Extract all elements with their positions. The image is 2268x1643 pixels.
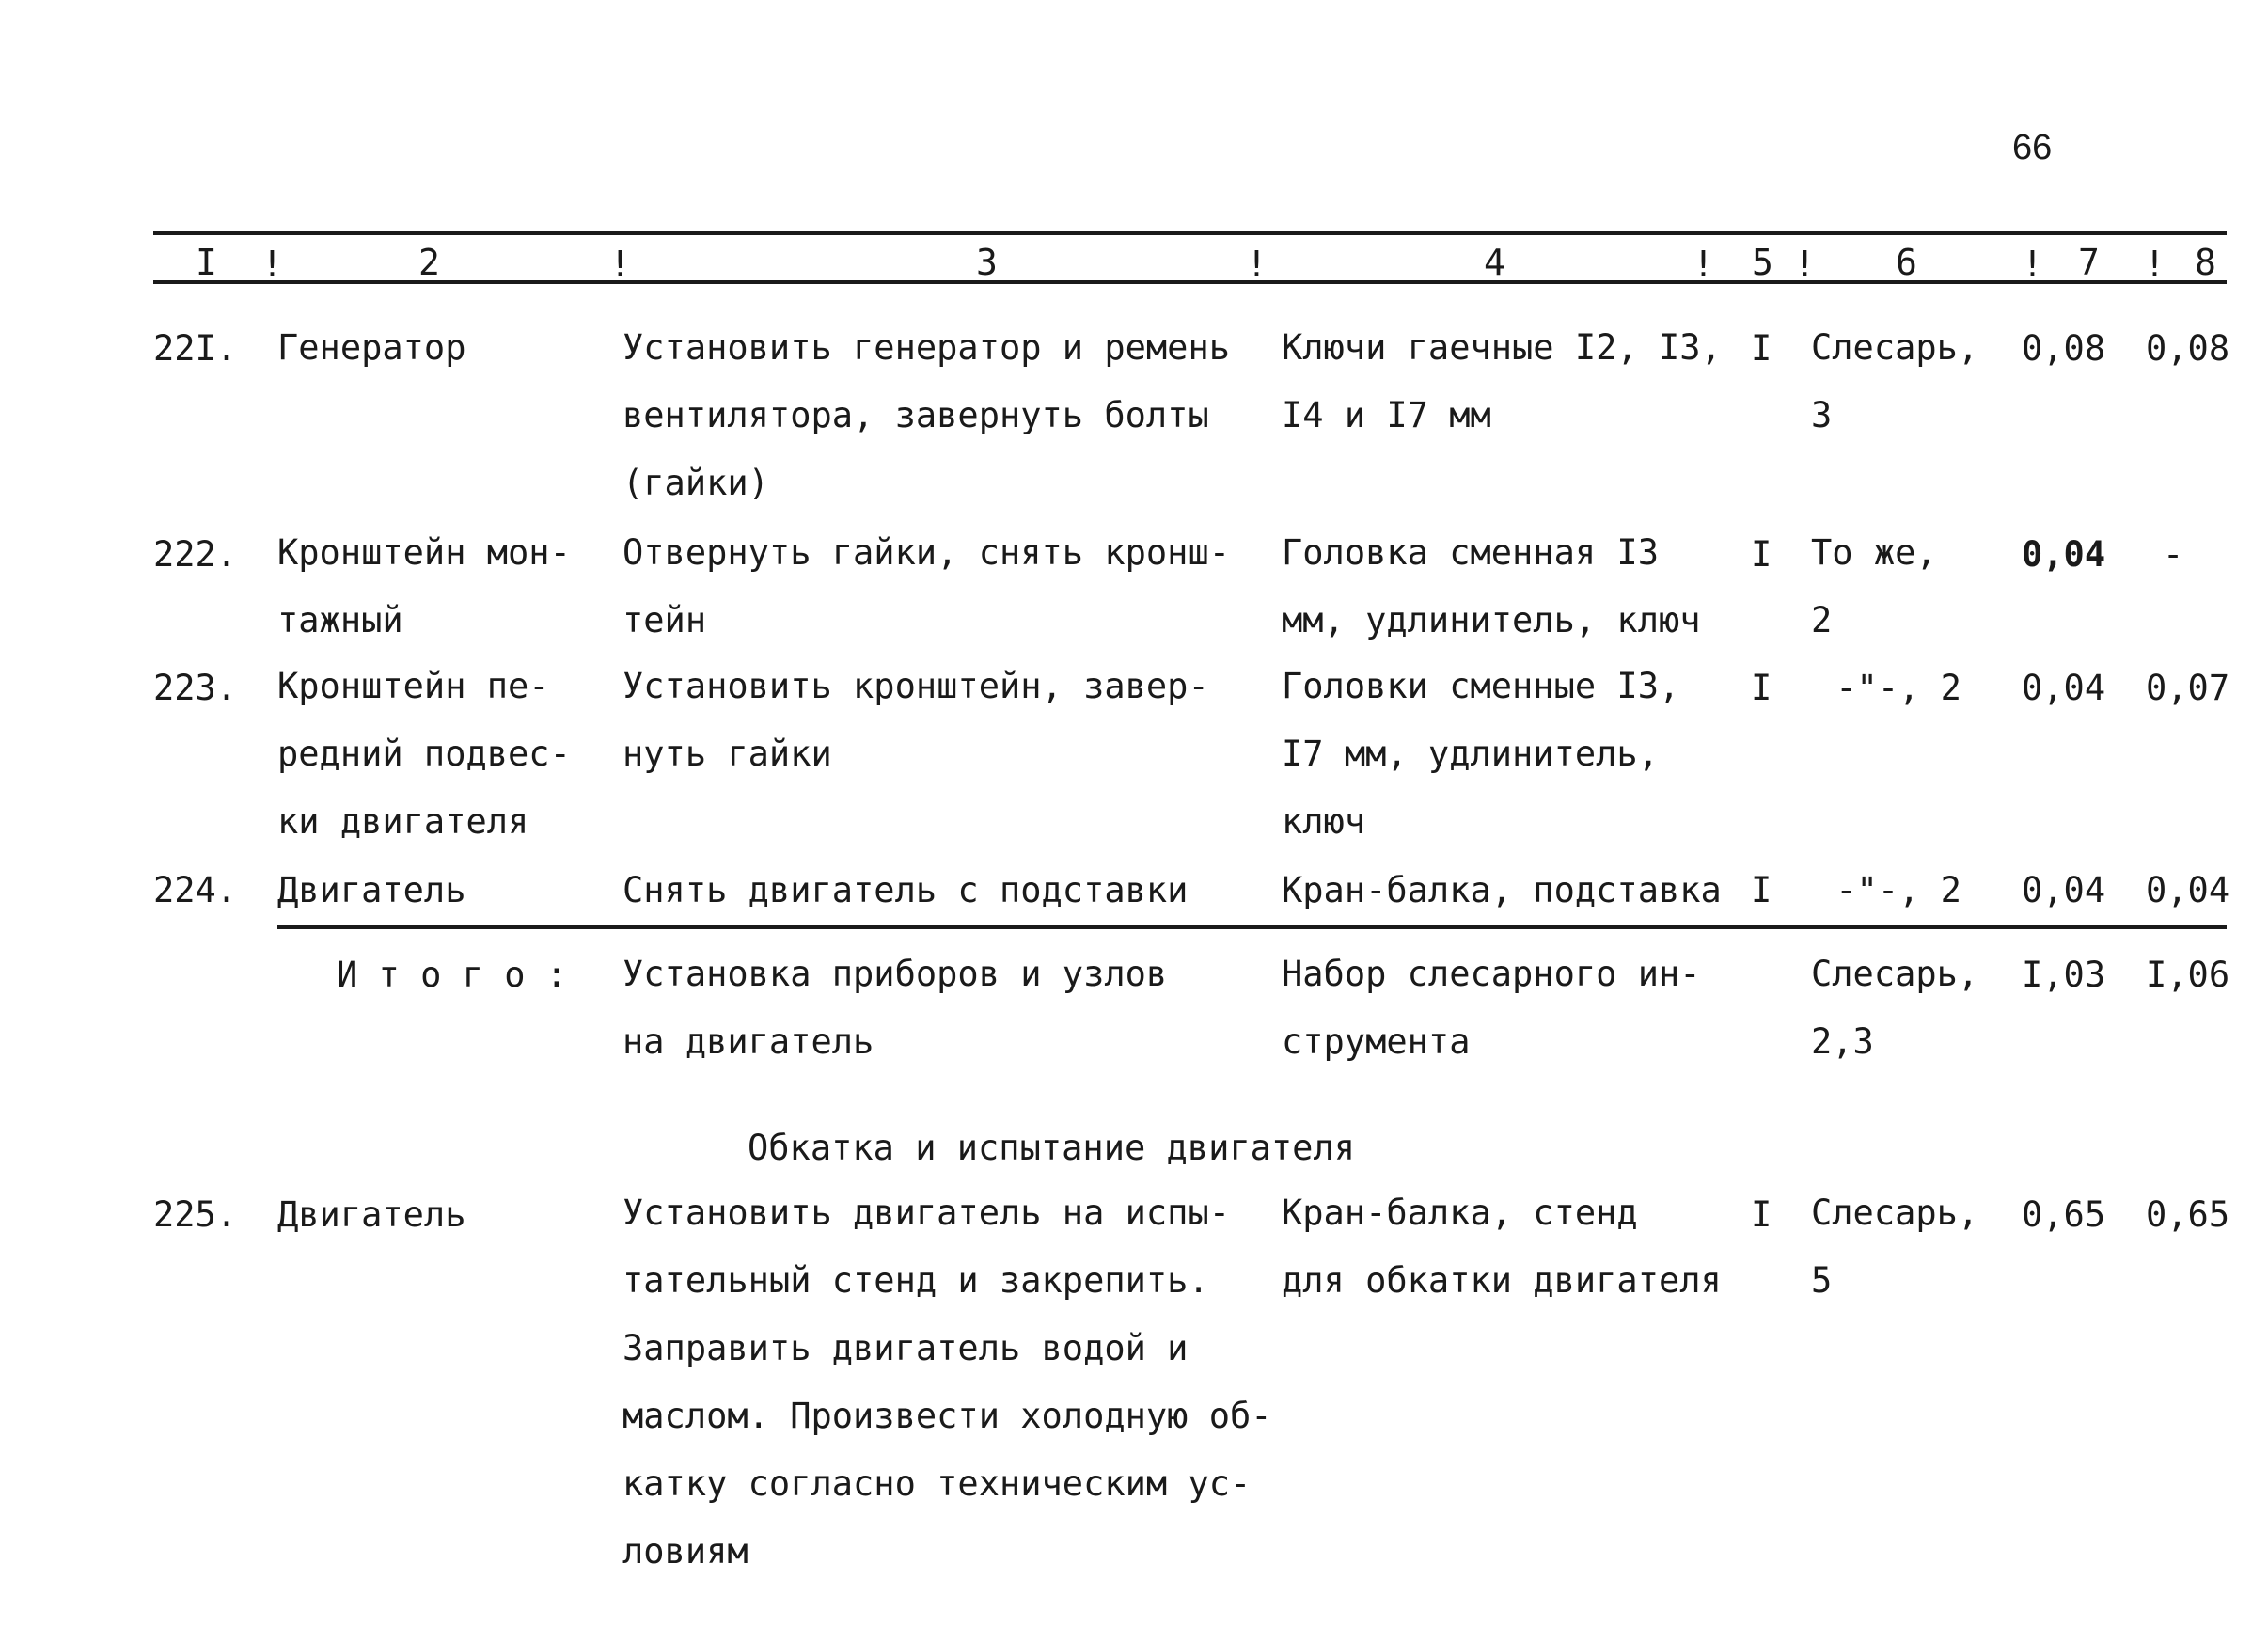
time-norm-7: 0,04 <box>2022 534 2106 575</box>
tools-text: Головка сменная I3 мм, удлинитель, ключ <box>1282 532 1701 640</box>
time-norm-8: 0,04 <box>2146 870 2230 910</box>
quantity: I <box>1751 870 1772 910</box>
time-norm-7: 0,08 <box>2022 328 2106 369</box>
column-separator: ! <box>609 244 631 285</box>
row-number: 223. <box>153 668 238 708</box>
detail-name: Кронштейн пе- редний подвес- ки двигателя <box>277 666 571 842</box>
column-header-1: I <box>196 242 217 283</box>
column-header-4: 4 <box>1484 242 1505 283</box>
column-separator: ! <box>1693 244 1714 285</box>
quantity: I <box>1751 328 1772 369</box>
time-norm-7: I,03 <box>2022 955 2106 995</box>
row-number: 225. <box>153 1194 238 1235</box>
time-norm-7: 0,04 <box>2022 668 2106 708</box>
row-number: 22I. <box>153 328 238 369</box>
operation-text: Установить двигатель на испы- тательный стенд и закрепить. Заправить двигатель водой и маслом. Произвести холодную об- катку согласно техническим ус- ловиям <box>622 1193 1272 1572</box>
time-norm-7: 0,04 <box>2022 870 2106 910</box>
tools-text: Ключи гаечные I2, I3, I4 и I7 мм <box>1282 327 1722 435</box>
time-norm-8: 0,07 <box>2146 668 2230 708</box>
column-header-2: 2 <box>418 242 440 283</box>
time-norm-8: 0,08 <box>2146 328 2230 369</box>
operation-text: Установить генератор и ремень вентилятора, завернуть болты (гайки) <box>622 327 1231 503</box>
row-number: 224. <box>153 870 238 910</box>
detail-name: Кронштейн мон- тажный <box>277 532 571 640</box>
tools-text: Кран-балка, подставка <box>1282 870 1722 910</box>
tools-text: Головки сменные I3, I7 мм, удлинитель, ключ <box>1282 666 1680 842</box>
total-rule <box>277 925 2227 929</box>
detail-name: Двигатель <box>277 870 466 910</box>
column-header-5: 5 <box>1752 242 1773 283</box>
row-number: 222. <box>153 534 238 575</box>
column-header-6: 6 <box>1896 242 1917 283</box>
column-header-8: 8 <box>2195 242 2216 283</box>
time-norm-8: 0,65 <box>2146 1194 2230 1235</box>
column-separator: ! <box>261 244 283 285</box>
column-header-3: 3 <box>976 242 998 283</box>
detail-name: Двигатель <box>277 1194 466 1235</box>
tools-text: Набор слесарного ин- струмента <box>1282 954 1701 1062</box>
section-title: Обкатка и испытание двигателя <box>748 1128 1356 1168</box>
column-separator: ! <box>2022 244 2043 285</box>
column-separator: ! <box>1246 244 1268 285</box>
quantity: I <box>1751 534 1772 575</box>
column-separator: ! <box>1794 244 1816 285</box>
operation-text: Установка приборов и узлов на двигатель <box>622 954 1168 1062</box>
operation-text: Отвернуть гайки, снять кронш- тейн <box>622 532 1231 640</box>
operation-text: Снять двигатель с подставки <box>622 870 1189 910</box>
time-norm-8: I,06 <box>2146 955 2230 995</box>
quantity: I <box>1751 668 1772 708</box>
worker-grade: Слесарь, 2,3 <box>1811 954 1979 1062</box>
total-label: И т о г о : <box>337 955 568 995</box>
detail-name: Генератор <box>277 327 466 368</box>
time-norm-7: 0,65 <box>2022 1194 2106 1235</box>
worker-grade: То же, 2 <box>1811 532 1937 640</box>
tools-text: Кран-балка, стенд для обкатки двигателя <box>1282 1193 1722 1301</box>
quantity: I <box>1751 1194 1772 1235</box>
worker-grade: -"-, 2 <box>1815 870 1961 910</box>
worker-grade: Слесарь, 5 <box>1811 1193 1979 1301</box>
time-norm-8: - <box>2163 534 2184 575</box>
worker-grade: -"-, 2 <box>1815 668 1961 708</box>
header-top-rule <box>153 231 2227 235</box>
operation-text: Установить кронштейн, завер- нуть гайки <box>622 666 1209 774</box>
column-header-7: 7 <box>2078 242 2100 283</box>
worker-grade: Слесарь, 3 <box>1811 327 1979 435</box>
column-separator: ! <box>2144 244 2166 285</box>
page-number: 66 <box>2012 128 2053 167</box>
